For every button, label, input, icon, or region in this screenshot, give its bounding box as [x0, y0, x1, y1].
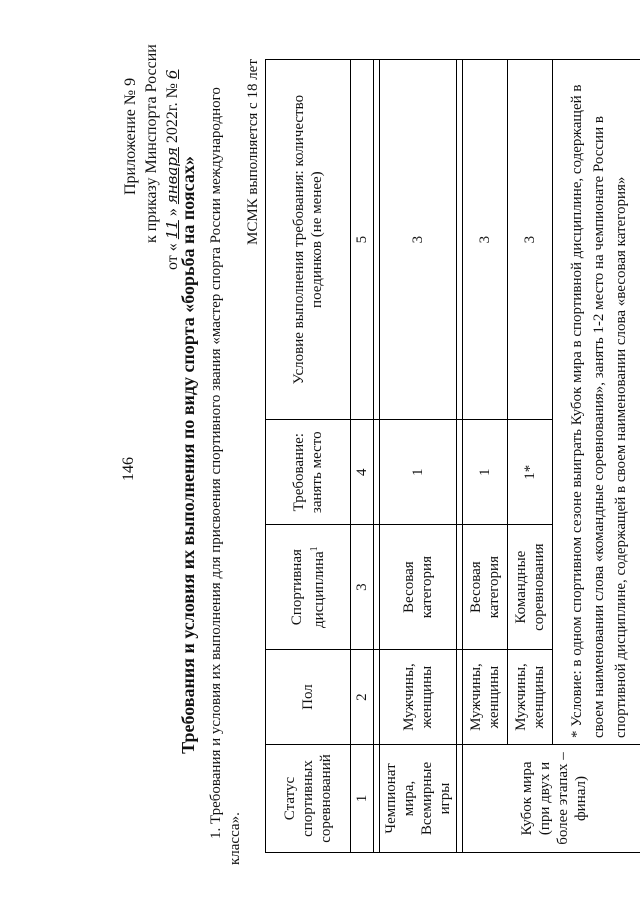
date-suffix: г. №	[164, 83, 181, 112]
header-bouts: Условие выполнения требования: количество поединков (не менее)	[266, 60, 351, 420]
date-day-handwritten: 11	[163, 220, 181, 240]
age-note: МСМК выполняется с 18 лет	[245, 59, 261, 245]
cell-bouts: 3	[508, 60, 553, 420]
table-row	[463, 60, 508, 853]
intro-paragraph: 1. Требования и условия их выполнения для присвоения спортивного звания «мастер спорта России международного класса».	[208, 87, 243, 865]
column-number: 2	[351, 650, 374, 745]
cell-discipline: Командные соревнования	[508, 525, 553, 650]
column-number: 3	[351, 525, 374, 650]
requirements-table	[265, 59, 640, 853]
cell-sex: Мужчины, женщины	[463, 650, 508, 745]
appendix-header	[120, 25, 183, 365]
header-sex: Пол	[266, 650, 351, 745]
header-discipline	[266, 525, 351, 650]
table-row	[508, 60, 553, 853]
document-title: Требования и условия их выполнения по виду спорта «борьба на поясах»	[178, 156, 198, 754]
table-row	[380, 60, 457, 853]
cell-sex: Мужчины, женщины	[380, 650, 457, 745]
condition-footnote: * Условие: в одном спортивном сезоне выиграть Кубок мира в спортивной дисциплине, содержащей в своем наименовании слова «командные соревнования», занять 1-2 место на чемпионате России в спортивной дисциплине, содержащей в своем наименовании слова «весовая категория»	[553, 60, 640, 745]
column-number: 4	[351, 420, 374, 525]
cell-place: 1	[463, 420, 508, 525]
header-discipline-label: Спортивная дисциплина	[289, 549, 327, 628]
date-year: 2022	[164, 111, 181, 144]
appendix-line-1: Приложение № 9	[122, 77, 139, 195]
cell-status: Чемпионат мира, Всемирные игры	[380, 745, 457, 853]
page-number: 146	[120, 457, 137, 481]
condition-row	[553, 60, 640, 853]
cell-status: Кубок мира (при двух и более этапах – финал)	[463, 745, 640, 853]
footnote-mark: 1	[309, 546, 320, 552]
date-mid: »	[164, 208, 181, 217]
header-status: Статус спортивных соревнований	[266, 745, 351, 853]
column-number: 5	[351, 60, 374, 420]
cell-sex: Мужчины, женщины	[508, 650, 553, 745]
cell-place: 1*	[508, 420, 553, 525]
cell-bouts: 3	[380, 60, 457, 420]
table-header-row	[266, 60, 351, 853]
cell-bouts: 3	[463, 60, 508, 420]
header-place: Требование: занять место	[266, 420, 351, 525]
cell-place: 1	[380, 420, 457, 525]
column-number: 1	[351, 745, 374, 853]
column-number-row	[351, 60, 374, 853]
cell-discipline: Весовая категория	[380, 525, 457, 650]
date-prefix: от «	[164, 243, 181, 270]
date-month-handwritten: января	[163, 147, 181, 205]
order-number-handwritten: 6	[163, 69, 181, 80]
appendix-line-2: к приказу Минспорта России	[143, 44, 160, 243]
cell-discipline: Весовая категория	[463, 525, 508, 650]
